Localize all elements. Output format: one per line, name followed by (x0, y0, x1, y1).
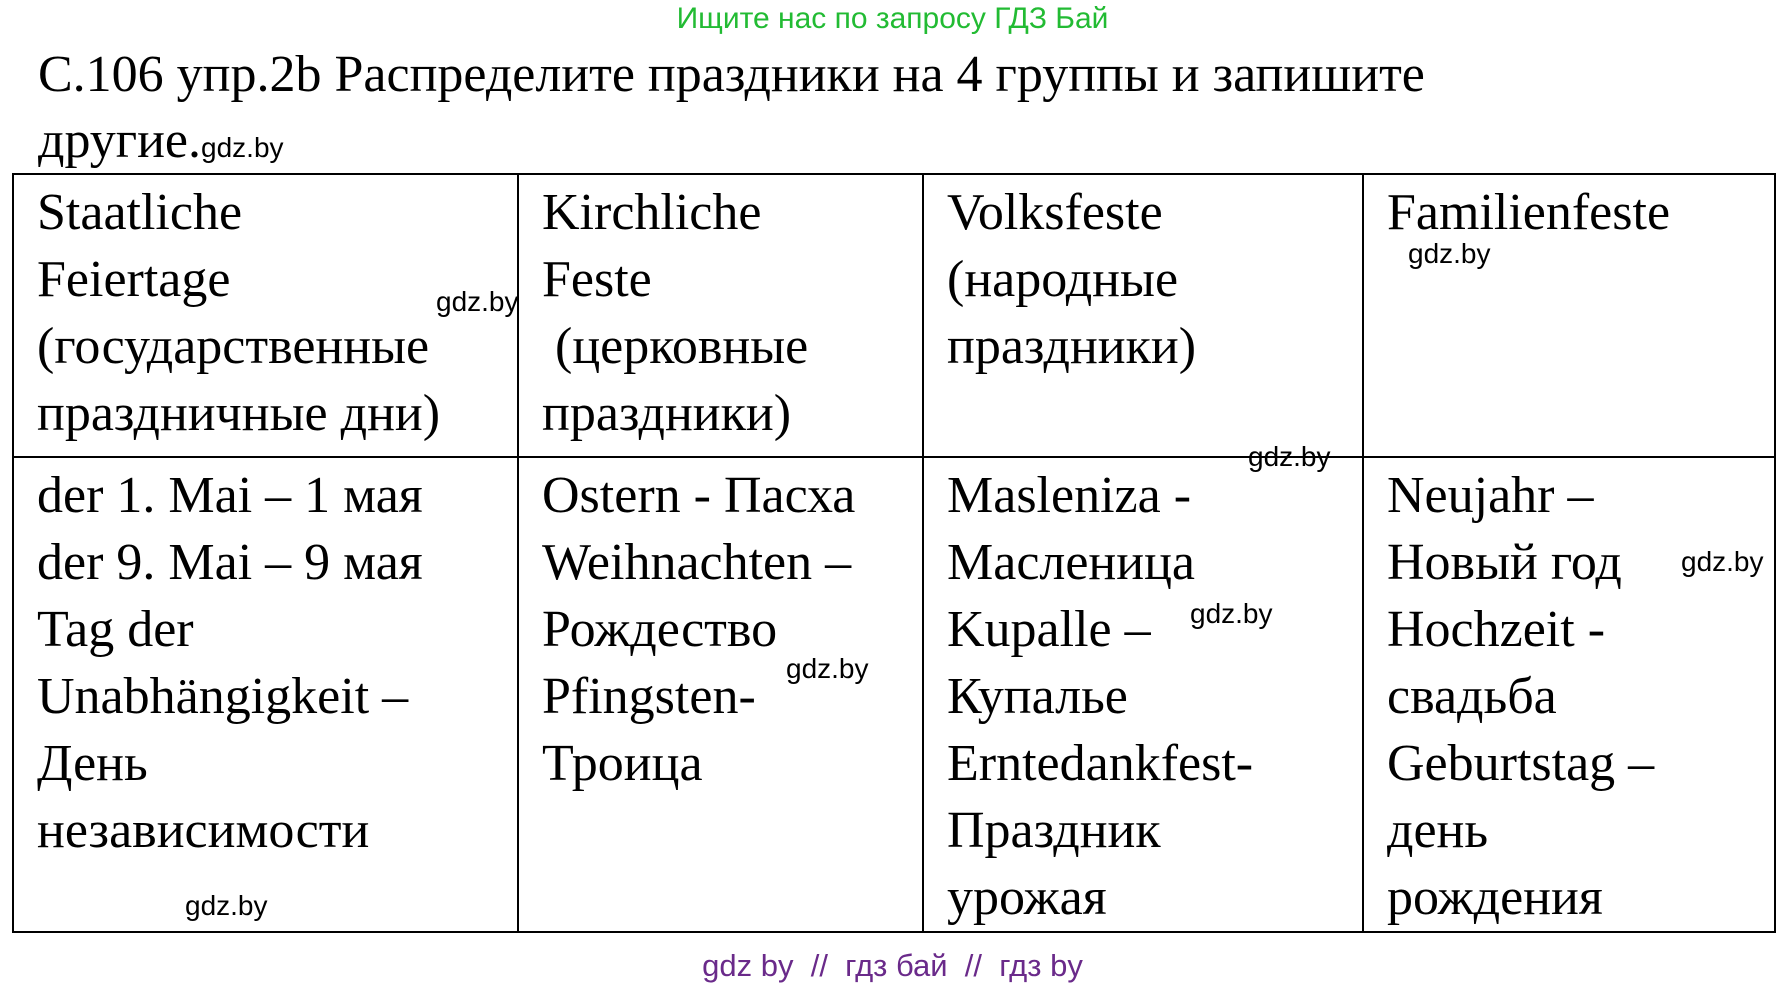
header-line: (народные (947, 251, 1179, 308)
cell-line: der 1. Mai – 1 мая (37, 467, 423, 524)
watermark: gdz.by (1248, 441, 1331, 472)
cell-line: der 9. Mai – 9 мая (37, 534, 423, 591)
header-line: Staatliche (37, 184, 243, 241)
cell-folk-holidays (923, 457, 1363, 932)
cell-line: Ostern - Пасха (542, 467, 856, 524)
cell-line: Unabhängigkeit – (37, 668, 409, 725)
cell-line: Kupalle – (947, 601, 1151, 658)
watermark: gdz.by (436, 286, 519, 317)
header-line: праздники) (542, 385, 792, 442)
header-line: Feiertage (37, 251, 231, 308)
cell-line: независимости (37, 802, 370, 859)
footer-links[interactable]: gdz by // гдз бай // гдз by (702, 948, 1083, 983)
cell-line: урожая (947, 869, 1107, 926)
cell-line: свадьба (1387, 668, 1557, 725)
cell-line: Erntedankfest- (947, 735, 1254, 792)
watermark: gdz.by (1408, 238, 1491, 269)
cell-line: Tag der (37, 601, 194, 658)
table-row (13, 457, 1775, 932)
watermark: gdz.by (185, 890, 268, 921)
cell-line: Рождество (542, 601, 778, 658)
header-line: Familienfeste (1387, 184, 1671, 241)
cell-line: Masleniza - (947, 467, 1192, 524)
cell-line: Троица (542, 735, 703, 792)
task-text-line1: С.106 упр.2b Распределите праздники на 4 группы и запишите (38, 46, 1425, 103)
header-church-holidays (518, 174, 923, 457)
header-line: Volksfeste (947, 184, 1163, 241)
holidays-table (12, 173, 1776, 933)
cell-line: рождения (1387, 869, 1603, 926)
watermark: gdz.by (786, 653, 869, 684)
header-line: Kirchliche (542, 184, 762, 241)
cell-line: Hochzeit - (1387, 601, 1606, 658)
header-line: праздничные дни) (37, 385, 441, 442)
cell-church-holidays (518, 457, 923, 932)
cell-line: Праздник (947, 802, 1161, 859)
cell-line: Weihnachten – (542, 534, 852, 591)
cell-line: Geburtstag – (1387, 735, 1655, 792)
cell-family-holidays (1363, 457, 1775, 932)
header-folk-holidays (923, 174, 1363, 457)
header-line: праздники) (947, 318, 1197, 375)
header-line: (церковные (542, 318, 809, 375)
cell-state-holidays (13, 457, 518, 932)
cell-line: день (1387, 802, 1489, 859)
cell-line: Масленица (947, 534, 1195, 591)
task-heading (38, 42, 1758, 181)
cell-line: День (37, 735, 148, 792)
header-line: (государственные (37, 318, 430, 375)
watermark: gdz.by (1681, 546, 1764, 577)
cell-line: Neujahr – (1387, 467, 1594, 524)
task-text-line2: другие. (38, 112, 202, 169)
table-header-row (13, 174, 1775, 457)
cell-line: Купалье (947, 668, 1128, 725)
header-family-holidays (1363, 174, 1775, 457)
watermark: gdz.by (1190, 598, 1273, 629)
watermark: gdz.by (201, 132, 284, 163)
header-line: Feste (542, 251, 652, 308)
header-search-link[interactable]: Ищите нас по запросу ГДЗ Бай (676, 2, 1109, 35)
cell-line: Новый год (1387, 534, 1622, 591)
cell-line: Pfingsten- (542, 668, 756, 725)
